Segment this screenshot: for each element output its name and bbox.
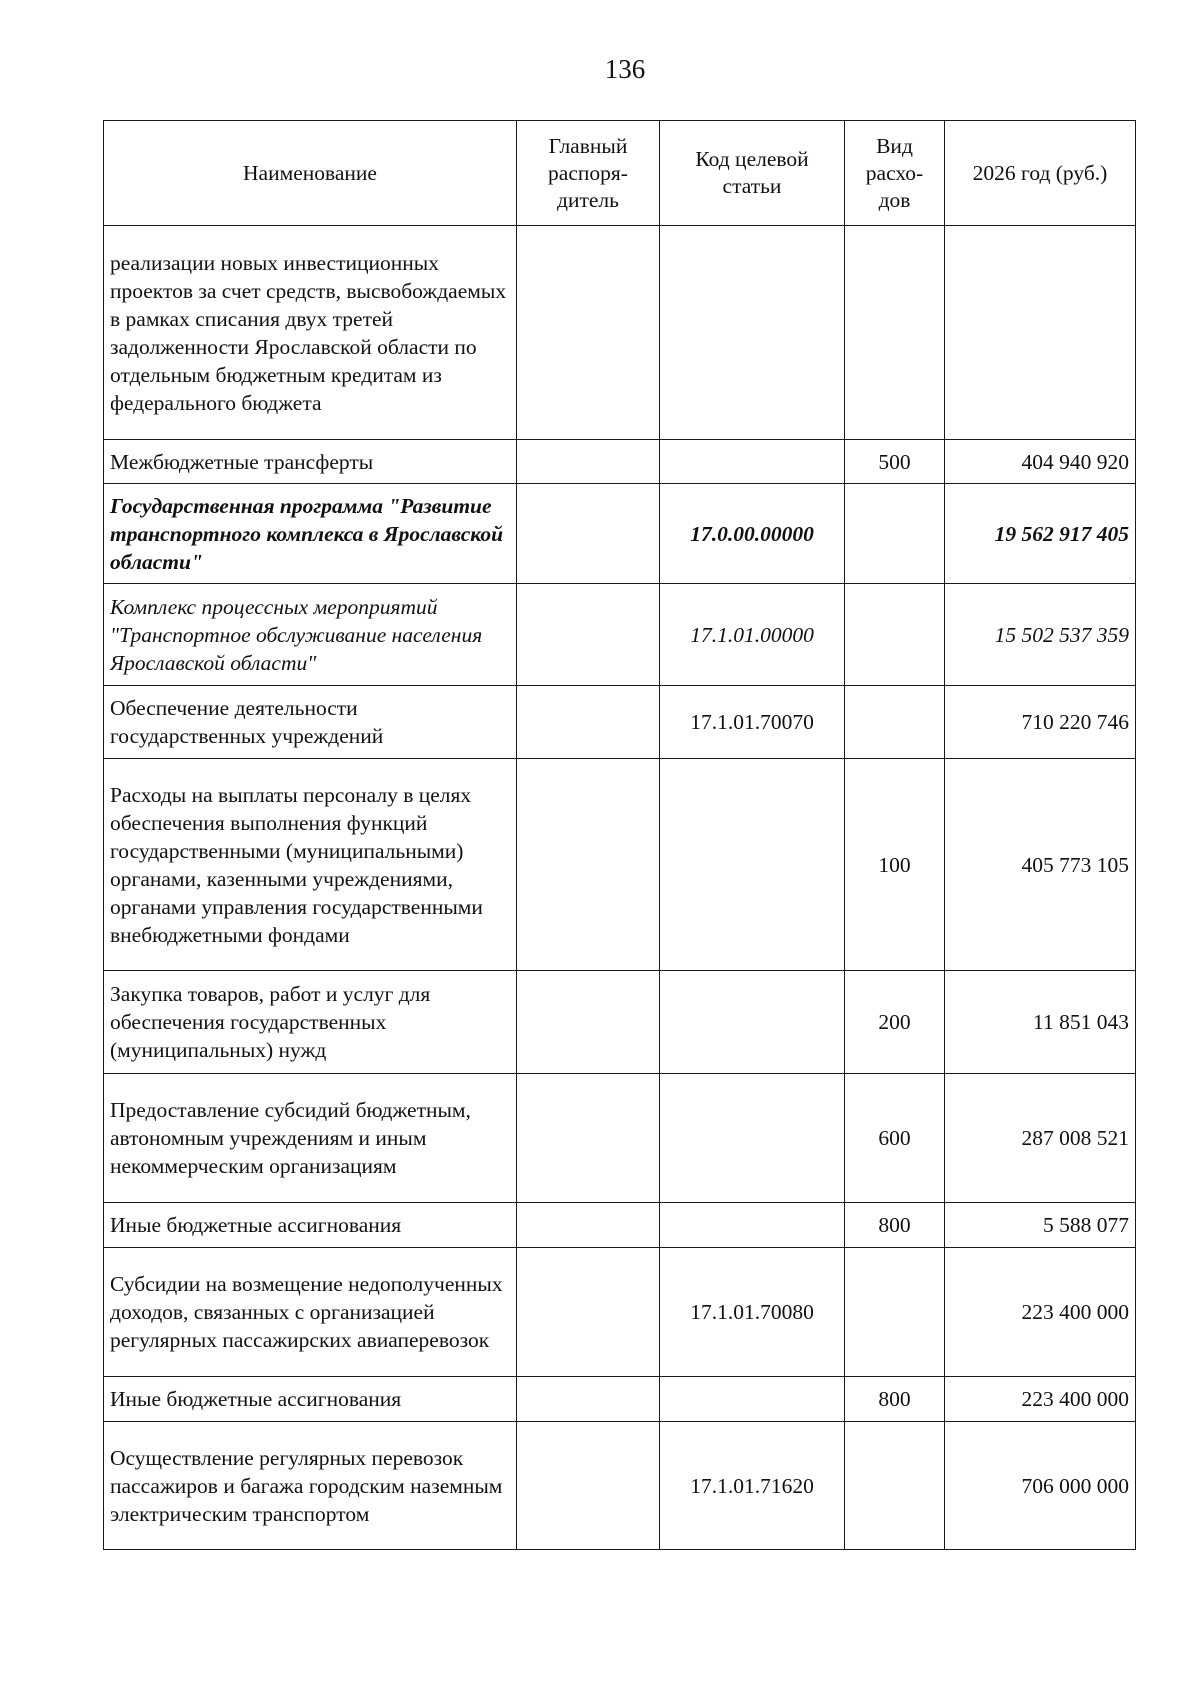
row-amount: 706 000 000 — [945, 1422, 1136, 1550]
table-row — [104, 1422, 1136, 1550]
row-name: Иные бюджетные ассигнования — [104, 1203, 517, 1248]
row-amount: 11 851 043 — [945, 971, 1136, 1074]
row-expense-type: 800 — [845, 1203, 945, 1248]
row-expense-type: 800 — [845, 1377, 945, 1422]
row-name: Предоставление субсидий бюджетным, автономным учреждениям и иным некоммерческим организациям — [104, 1074, 517, 1203]
table-row — [104, 971, 1136, 1074]
row-code: 17.1.01.70070 — [660, 686, 845, 759]
row-amount — [945, 226, 1136, 440]
row-amount: 15 502 537 359 — [945, 584, 1136, 686]
row-name: Расходы на выплаты персоналу в целях обеспечения выполнения функций государственными (муниципальными) органами, казенными учреждениями, органами управления государственными внебюджетными фондами — [104, 759, 517, 971]
row-expense-type — [845, 584, 945, 686]
row-administrator — [517, 1248, 660, 1377]
row-administrator — [517, 1074, 660, 1203]
row-code — [660, 1074, 845, 1203]
row-expense-type: 600 — [845, 1074, 945, 1203]
row-amount: 287 008 521 — [945, 1074, 1136, 1203]
row-code: 17.1.01.70080 — [660, 1248, 845, 1377]
row-administrator — [517, 971, 660, 1074]
row-expense-type — [845, 226, 945, 440]
row-administrator — [517, 584, 660, 686]
row-code — [660, 1203, 845, 1248]
row-code: 17.1.01.71620 — [660, 1422, 845, 1550]
row-amount: 404 940 920 — [945, 440, 1136, 484]
header-amount: 2026 год (руб.) — [945, 121, 1136, 226]
table-row-program — [104, 484, 1136, 584]
header-expense-type: Вид расхо-дов — [845, 121, 945, 226]
table-row-complex — [104, 584, 1136, 686]
table-row — [104, 1377, 1136, 1422]
row-expense-type — [845, 484, 945, 584]
row-amount: 710 220 746 — [945, 686, 1136, 759]
table-row — [104, 686, 1136, 759]
row-name: реализации новых инвестиционных проектов за счет средств, высвобождаемых в рамках списания двух третей задолженности Ярославской области по отдельным бюджетным кредитам из федерального бюджета — [104, 226, 517, 440]
header-code: Код целевой статьи — [660, 121, 845, 226]
row-administrator — [517, 1422, 660, 1550]
table-row — [104, 440, 1136, 484]
row-expense-type — [845, 1248, 945, 1377]
row-amount: 405 773 105 — [945, 759, 1136, 971]
row-code — [660, 226, 845, 440]
row-administrator — [517, 1377, 660, 1422]
row-name: Межбюджетные трансферты — [104, 440, 517, 484]
row-amount: 5 588 077 — [945, 1203, 1136, 1248]
table-row — [104, 226, 1136, 440]
row-administrator — [517, 1203, 660, 1248]
row-code — [660, 440, 845, 484]
budget-table — [103, 120, 1136, 1550]
row-expense-type — [845, 686, 945, 759]
row-administrator — [517, 686, 660, 759]
row-administrator — [517, 484, 660, 584]
table-row — [104, 1248, 1136, 1377]
header-administrator: Главный распоря-дитель — [517, 121, 660, 226]
table-row — [104, 1203, 1136, 1248]
table-header-row — [104, 121, 1136, 226]
page-number: 136 — [604, 54, 646, 84]
row-code — [660, 971, 845, 1074]
row-name: Государственная программа "Развитие транспортного комплекса в Ярославской области" — [104, 484, 517, 584]
row-amount: 19 562 917 405 — [945, 484, 1136, 584]
row-administrator — [517, 226, 660, 440]
table-row — [104, 759, 1136, 971]
header-name: Наименование — [104, 121, 517, 226]
row-name: Иные бюджетные ассигнования — [104, 1377, 517, 1422]
row-administrator — [517, 440, 660, 484]
row-administrator — [517, 759, 660, 971]
row-code — [660, 759, 845, 971]
row-name: Осуществление регулярных перевозок пассажиров и багажа городским наземным электрическим транспортом — [104, 1422, 517, 1550]
row-expense-type: 200 — [845, 971, 945, 1074]
row-amount: 223 400 000 — [945, 1377, 1136, 1422]
row-code: 17.0.00.00000 — [660, 484, 845, 584]
row-amount: 223 400 000 — [945, 1248, 1136, 1377]
row-code: 17.1.01.00000 — [660, 584, 845, 686]
row-expense-type: 500 — [845, 440, 945, 484]
row-name: Комплекс процессных мероприятий "Транспортное обслуживание населения Ярославской области" — [104, 584, 517, 686]
table-row — [104, 1074, 1136, 1203]
row-name: Субсидии на возмещение недополученных доходов, связанных с организацией регулярных пассажирских авиаперевозок — [104, 1248, 517, 1377]
row-name: Закупка товаров, работ и услуг для обеспечения государственных (муниципальных) нужд — [104, 971, 517, 1074]
row-expense-type — [845, 1422, 945, 1550]
row-expense-type: 100 — [845, 759, 945, 971]
row-code — [660, 1377, 845, 1422]
row-name: Обеспечение деятельности государственных учреждений — [104, 686, 517, 759]
